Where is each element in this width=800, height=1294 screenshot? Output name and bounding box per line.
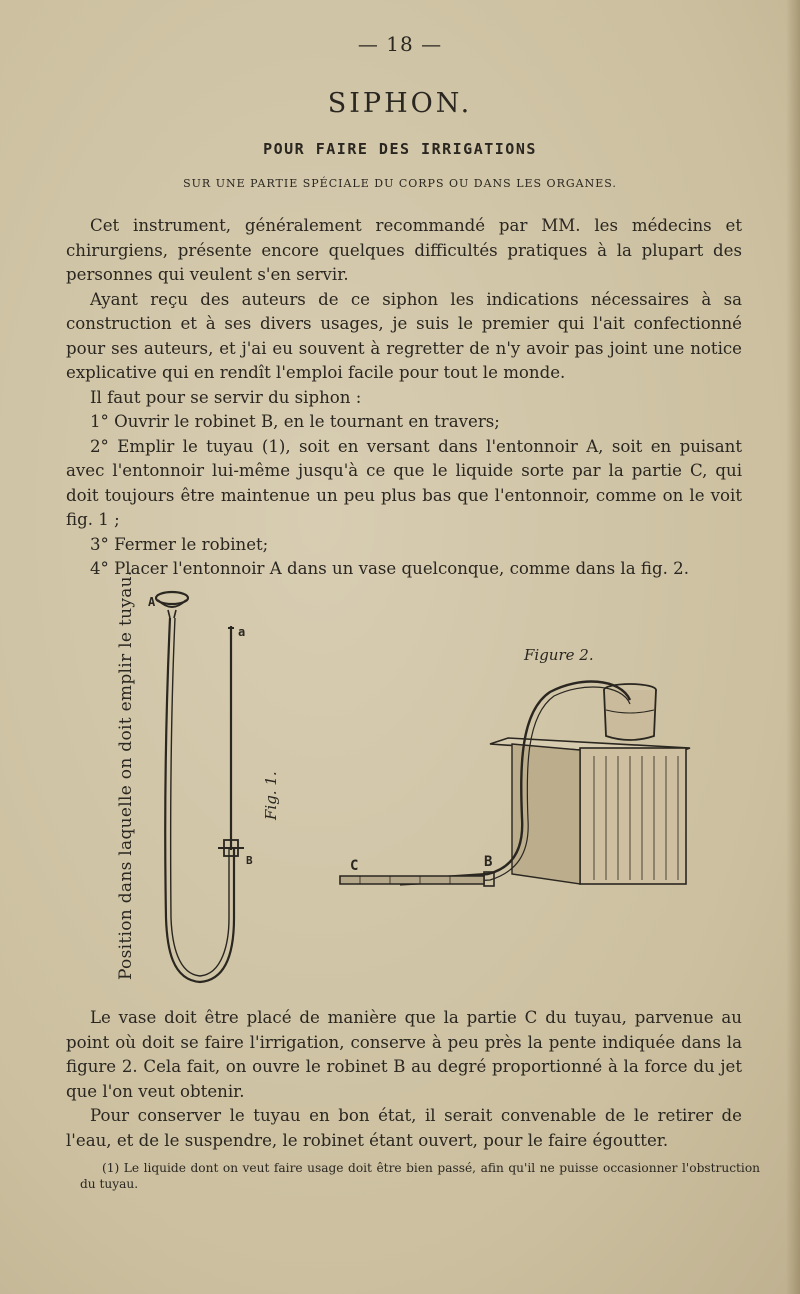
- subsubtitle: SUR UNE PARTIE SPÉCIALE DU CORPS OU DANS LES ORGANES.: [183, 177, 617, 190]
- fig1-caption: Fig. 1.: [262, 771, 280, 820]
- page-edge: [786, 0, 800, 1294]
- siphon-illustration: [100, 588, 720, 988]
- fig2-label-b: B: [484, 854, 493, 870]
- footnote: (1) Le liquide dont on veut faire usage doit être bien passé, afin qu'il ne puisse occasionner l'obstruction du tuyau.: [80, 1161, 760, 1191]
- body-text-bottom: [66, 1006, 742, 1153]
- paragraph: Le vase doit être placé de manière que la partie C du tuyau, parvenue au point où doit se faire l'irrigation, conserve à peu près la pente indiquée dans la figure 2. Cela fait, on ouvre le robinet B au degré proportionné à la force du jet que l'on veut obtenir.: [66, 1008, 742, 1101]
- fig1-label-a-upper: A: [148, 595, 156, 609]
- page-title: SIPHON.: [327, 88, 473, 119]
- fig2-label-c: C: [350, 858, 359, 874]
- fig2-drawing: [340, 682, 690, 886]
- fig2-caption: Figure 2.: [524, 646, 594, 664]
- paragraph: 2° Emplir le tuyau (1), soit en versant dans l'entonnoir A, soit en puisant avec l'entonnoir lui-même jusqu'à ce que le liquide sorte par la partie C, qui doit toujours être maintenue un peu plus bas que l'entonnoir, comme on le voit fig. 1 ;: [66, 436, 742, 529]
- fig1-vertical-caption: Position dans laquelle on doit emplir le tuyau.: [116, 570, 136, 980]
- body-text-top: [66, 214, 742, 582]
- paragraph: Cet instrument, généralement recommandé par MM. les médecins et chirurgiens, présente encore quelques difficultés pratiques à la plupart des personnes qui veulent s'en servir.: [66, 216, 742, 284]
- fig1-drawing: [156, 592, 244, 982]
- paragraph: 4° Placer l'entonnoir A dans un vase quelconque, comme dans la fig. 2.: [90, 559, 689, 578]
- paragraph: 3° Fermer le robinet;: [90, 534, 269, 554]
- subtitle: POUR FAIRE DES IRRIGATIONS: [263, 140, 537, 158]
- paragraph: Ayant reçu des auteurs de ce siphon les indications nécessaires à sa construction et à ses divers usages, je suis le premier qui l'ait confectionné pour ses auteurs, et j'ai eu souvent à regretter de n'y avoir pas joint une notice explicative qui en rendît l'emploi facile pour tout le monde.: [66, 289, 742, 382]
- paragraph: 1° Ouvrir le robinet B, en le tournant en travers;: [90, 412, 500, 431]
- page-number: — 18 —: [357, 32, 443, 56]
- fig1-label-a-lower: a: [238, 625, 246, 639]
- paragraph: Pour conserver le tuyau en bon état, il serait convenable de le retirer de l'eau, et de le suspendre, le robinet étant ouvert, pour le faire égoutter.: [66, 1106, 742, 1150]
- fig1-label-b: B: [246, 854, 253, 867]
- paragraph: Il faut pour se servir du siphon :: [90, 387, 362, 407]
